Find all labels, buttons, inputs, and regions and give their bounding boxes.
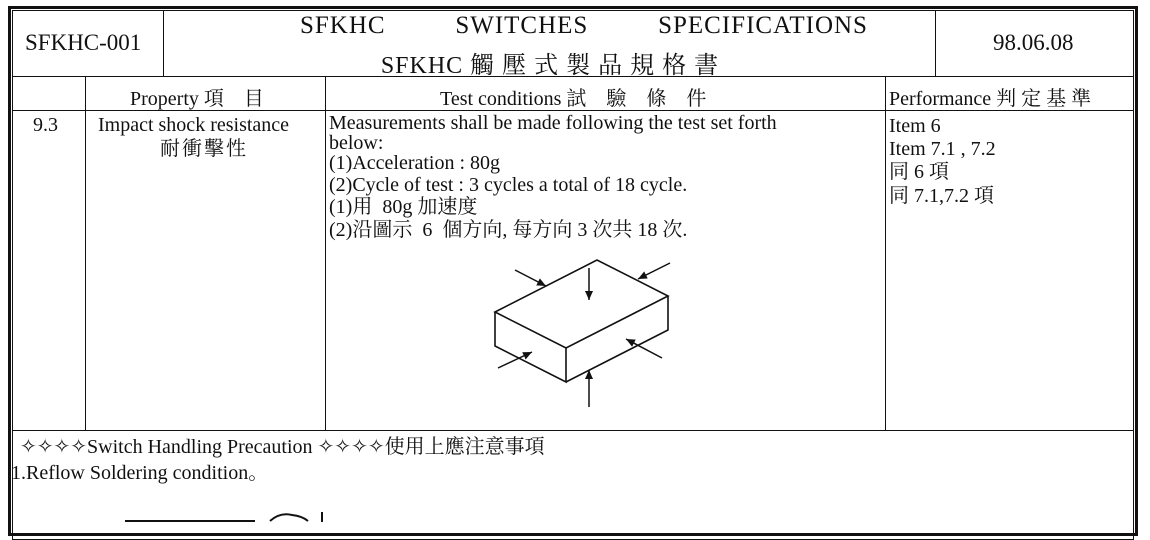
performance-line-1: Item 6 <box>889 115 941 137</box>
test-line-5: (1)用 80g 加速度 <box>329 196 478 218</box>
reflow-condition: 1.Reflow Soldering condition。 <box>11 462 269 484</box>
column-header-test: Test conditions 試 驗 條 件 <box>440 88 707 110</box>
performance-line-4: 同 7.1,7.2 項 <box>889 185 994 207</box>
header-divider-left <box>163 10 164 76</box>
col-rule-1 <box>85 77 86 430</box>
row-number: 9.3 <box>33 114 58 136</box>
property-english: Impact shock resistance <box>98 114 290 136</box>
performance-line-2: Item 7.1 , 7.2 <box>889 138 996 160</box>
test-line-4: (2)Cycle of test : 3 cycles a total of 18 cycle. <box>329 174 688 196</box>
test-line-1: Measurements shall be made following the test set forth <box>329 112 777 134</box>
doc-date: 98.06.08 <box>993 30 1074 55</box>
column-header-performance: Performance 判 定 基 準 <box>889 88 1092 110</box>
property-chinese: 耐衝擊性 <box>160 138 248 160</box>
title-english: SFKHC SWITCHES SPECIFICATIONS <box>300 12 868 39</box>
precaution-title: ✧✧✧✧Switch Handling Precaution ✧✧✧✧使用上應注意事項 <box>20 436 545 458</box>
performance-line-3: 同 6 項 <box>889 161 949 183</box>
test-line-6: (2)沿圖示 6 個方向, 每方向 3 次共 18 次. <box>329 219 688 241</box>
column-header-property: Property 項 目 <box>130 88 264 110</box>
title-chinese: SFKHC 觸 壓 式 製 品 規 格 書 <box>380 53 720 79</box>
test-line-3: (1)Acceleration : 80g <box>329 152 501 174</box>
test-line-2: below: <box>329 132 384 154</box>
col-rule-3 <box>885 77 886 430</box>
header-divider-right <box>935 10 936 76</box>
col-rule-2 <box>325 77 326 430</box>
doc-id: SFKHC-001 <box>25 30 142 55</box>
